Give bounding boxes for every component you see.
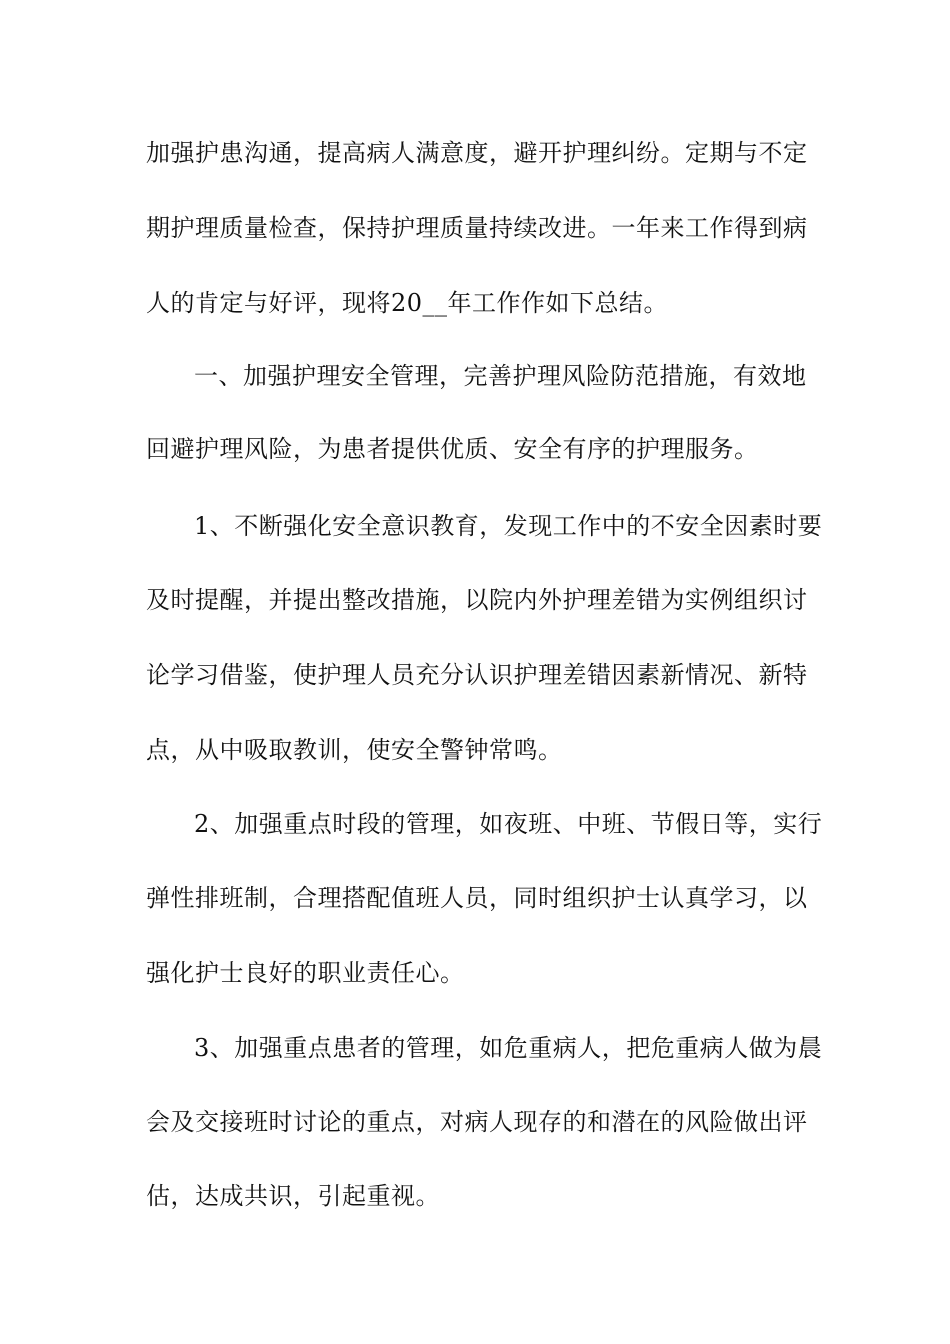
paragraph-4-line-2: 估，达成共识，引起重视。 (146, 1182, 440, 1210)
paragraph-2-line-0: 1、不断强化安全意识教育，发现工作中的不安全因素时要 (194, 512, 823, 540)
paragraph-2-line-2: 论学习借鉴，使护理人员充分认识护理差错因素新情况、新特 (146, 661, 808, 689)
paragraph-0-line-1: 期护理质量检查，保持护理质量持续改进。一年来工作得到病 (146, 214, 808, 242)
paragraph-2-line-3: 点，从中吸取教训，使安全警钟常鸣。 (146, 736, 563, 764)
paragraph-4-line-0: 3、加强重点患者的管理，如危重病人，把危重病人做为晨 (194, 1034, 823, 1062)
paragraph-3-line-2: 强化护士良好的职业责任心。 (146, 959, 465, 987)
paragraph-0-line-2: 人的肯定与好评，现将20__年工作作如下总结。 (146, 289, 669, 317)
paragraph-3-line-0: 2、加强重点时段的管理，如夜班、中班、节假日等，实行 (194, 810, 823, 838)
paragraph-0-line-0: 加强护患沟通，提高病人满意度，避开护理纠纷。定期与不定 (146, 139, 808, 167)
paragraph-2-line-1: 及时提醒，并提出整改措施，以院内外护理差错为实例组织讨 (146, 586, 808, 614)
paragraph-1-line-0: 一、加强护理安全管理，完善护理风险防范措施，有效地 (194, 362, 807, 390)
paragraph-3-line-1: 弹性排班制，合理搭配值班人员，同时组织护士认真学习，以 (146, 884, 808, 912)
paragraph-1-line-1: 回避护理风险，为患者提供优质、安全有序的护理服务。 (146, 435, 759, 463)
paragraph-4-line-1: 会及交接班时讨论的重点，对病人现存的和潜在的风险做出评 (146, 1108, 808, 1136)
